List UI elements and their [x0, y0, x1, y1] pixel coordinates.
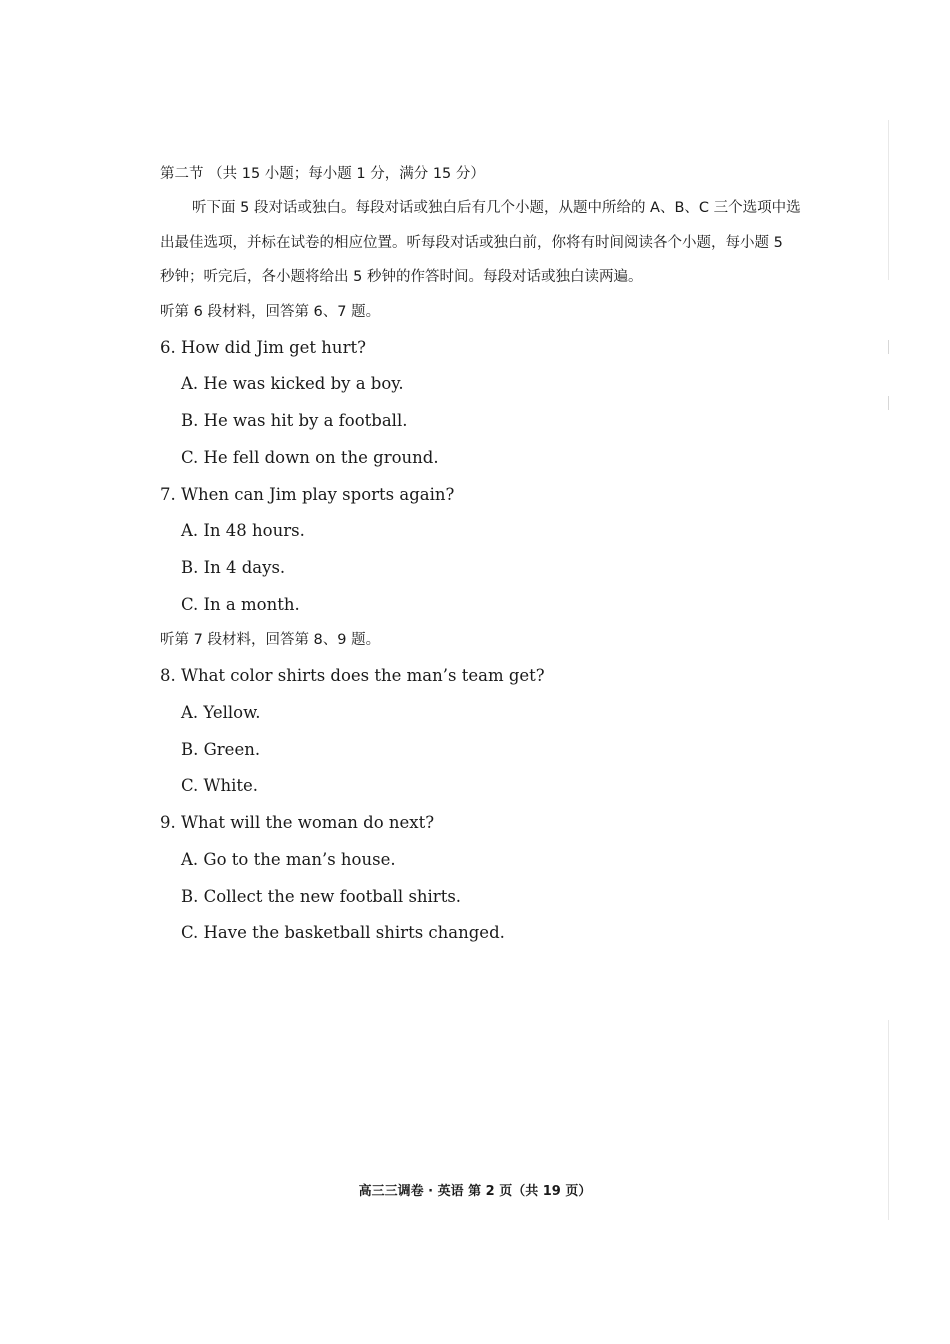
question-6-option-a: A. He was kicked by a boy.	[181, 374, 404, 393]
scan-edge-mark	[888, 1020, 889, 1220]
scan-edge-mark	[888, 340, 889, 354]
group-intro-1: 听第 6 段材料，回答第 6、7 题。	[160, 304, 381, 320]
question-7-option-a: A. In 48 hours.	[181, 521, 305, 540]
question-7-stem: 7. When can Jim play sports again?	[160, 485, 455, 504]
group-intro-2: 听第 7 段材料，回答第 8、9 题。	[160, 632, 381, 648]
section-heading: 第二节 （共 15 小题；每小题 1 分，满分 15 分）	[160, 166, 485, 182]
question-9-option-a: A. Go to the man’s house.	[181, 850, 396, 869]
question-7-option-c: C. In a month.	[181, 595, 300, 614]
question-6-option-c: C. He fell down on the ground.	[181, 448, 439, 467]
scan-edge-mark	[888, 120, 889, 280]
question-8-stem: 8. What color shirts does the man’s team get?	[160, 666, 545, 685]
instructions-line-2: 出最佳选项，并标在试卷的相应位置。听每段对话或独白前，你将有时间阅读各个小题，每小题 5	[160, 235, 783, 251]
question-9-option-c: C. Have the basketball shirts changed.	[181, 923, 505, 942]
scan-edge-mark	[888, 396, 889, 410]
instructions-line-3: 秒钟；听完后，各小题将给出 5 秒钟的作答时间。每段对话或独白读两遍。	[160, 269, 643, 285]
question-8-option-c: C. White.	[181, 776, 259, 795]
question-9-stem: 9. What will the woman do next?	[160, 813, 435, 832]
page-footer: 高三三调卷 · 英语 第 2 页（共 19 页）	[358, 1184, 592, 1199]
question-6-stem: 6. How did Jim get hurt?	[160, 338, 366, 357]
question-8-option-b: B. Green.	[181, 740, 261, 759]
question-6-option-b: B. He was hit by a football.	[181, 411, 408, 430]
question-9-option-b: B. Collect the new football shirts.	[181, 887, 462, 906]
question-7-option-b: B. In 4 days.	[181, 558, 286, 577]
instructions-line-1: 听下面 5 段对话或独白。每段对话或独白后有几个小题，从题中所给的 A、B、C 三个选项中选	[192, 200, 801, 216]
question-8-option-a: A. Yellow.	[181, 703, 261, 722]
